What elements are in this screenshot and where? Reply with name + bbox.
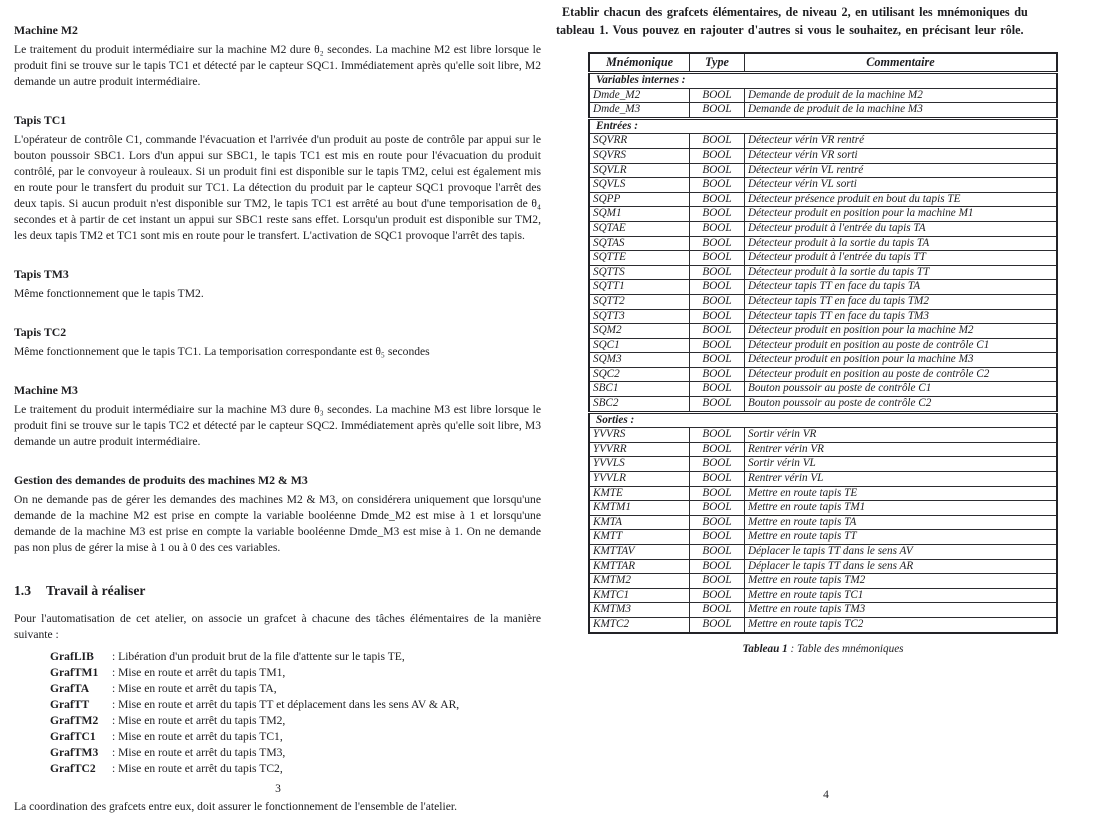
table-cell-comment: Détecteur produit en position pour la machine M3	[745, 353, 1058, 368]
table-cell-comment: Détecteur vérin VL rentré	[745, 163, 1058, 178]
table-cell-comment: Détecteur vérin VR sorti	[745, 148, 1058, 163]
table-row	[589, 442, 1057, 457]
table-cell-comment: Rentrer vérin VL	[745, 472, 1058, 487]
table-cell-comment: Détecteur produit en position au poste de contrôle C2	[745, 367, 1058, 382]
document-section	[14, 266, 541, 302]
table-cell-comment: Mettre en route tapis TC2	[745, 617, 1058, 632]
table-cell-mnemonic: SQM3	[589, 353, 690, 368]
table-cell-datatype: BOOL	[690, 265, 745, 280]
table-cell-datatype: BOOL	[690, 515, 745, 530]
table-cell-comment: Demande de produit de la machine M2	[745, 88, 1058, 103]
table-cell-datatype: BOOL	[690, 472, 745, 487]
mnemonics-table-body	[589, 73, 1057, 633]
section-paragraph: L'opérateur de contrôle C1, commande l'évacuation et l'arrivée d'un produit au poste de contrôle par appui sur le bouton poussoir SBC1. Lors d'un appui sur SBC1, le tapis TC1 est mis en route pour l'évacuation du produit contrôlé, par le convoyeur à rouleaux. Si un produit fini est disponible sur le tapis TM2, celui est également mis en route pour le transfert du produit sur TC1. La détection du produit par le capteur SQC1 provoque l'arrêt des deux tapis. Si aucun produit n'est disponible sur TM2, le tapis TC1 est arrêté au bout d'une temporisation de θ₄ secondes et à partir de cet instant un appui sur SBC1 reste sans effet. Lorsqu'un produit est disponible sur TM2, les deux tapis TM2 et TC1 sont mis en route pour le transfert. L'activation de SQC1 provoque l'arrêt des tapis.	[14, 133, 541, 242]
table-cell-mnemonic: SQVRS	[589, 148, 690, 163]
instruction-line-1: Etablir chacun des grafcets élémentaires, de niveau 2, en utilisant les mnémoniques du	[562, 5, 1028, 19]
table-row	[589, 472, 1057, 487]
table-cell-mnemonic: SQM1	[589, 207, 690, 222]
table-row	[589, 134, 1057, 149]
section-heading: Tapis TC1	[14, 113, 67, 127]
grafcet-name: GrafTM2	[50, 714, 99, 727]
grafcet-list-item	[50, 697, 541, 713]
table-cell-mnemonic: KMTC2	[589, 617, 690, 632]
grafcet-name: GrafTA	[50, 682, 90, 695]
grafcet-description: : Mise en route et arrêt du tapis TC1,	[112, 730, 283, 743]
table-cell-comment: Détecteur produit en position au poste de contrôle C1	[745, 338, 1058, 353]
section-heading: Tapis TM3	[14, 267, 69, 281]
subsection-title: Travail à réaliser	[46, 583, 146, 598]
table-cell-mnemonic: SQVRR	[589, 134, 690, 149]
table-cell-mnemonic: KMTM1	[589, 501, 690, 516]
table-cell-comment: Détecteur produit à la sortie du tapis TT	[745, 265, 1058, 280]
table-caption-label: Tableau 1	[742, 642, 788, 655]
table-cell-datatype: BOOL	[690, 545, 745, 560]
table-cell-comment: Détecteur vérin VR rentré	[745, 134, 1058, 149]
grafcet-list-item	[50, 681, 541, 697]
document-section	[14, 382, 541, 450]
grafcet-description: : Mise en route et arrêt du tapis TM3,	[112, 746, 286, 759]
table-cell-datatype: BOOL	[690, 382, 745, 397]
table-cell-datatype: BOOL	[690, 88, 745, 103]
table-row	[589, 207, 1057, 222]
table-cell-datatype: BOOL	[690, 294, 745, 309]
table-caption	[588, 643, 1058, 655]
page-number-left: 3	[275, 783, 281, 795]
grafcet-name: GrafTM1	[50, 666, 99, 679]
table-cell-mnemonic: YVVLS	[589, 457, 690, 472]
table-section-label: Entrées :	[589, 118, 1057, 134]
table-row	[589, 457, 1057, 472]
subsection-heading	[14, 582, 541, 600]
mnemonics-table	[588, 52, 1058, 634]
table-row	[589, 103, 1057, 119]
table-row	[589, 280, 1057, 295]
document-section	[14, 22, 541, 90]
section-heading: Machine M3	[14, 383, 78, 397]
table-row	[589, 367, 1057, 382]
grafcet-description: : Mise en route et arrêt du tapis TM1,	[112, 666, 286, 679]
table-cell-mnemonic: SQTT2	[589, 294, 690, 309]
page-number-right: 4	[823, 789, 829, 801]
table-cell-datatype: BOOL	[690, 192, 745, 207]
table-cell-datatype: BOOL	[690, 207, 745, 222]
table-cell-comment: Détecteur produit à l'entrée du tapis TA	[745, 221, 1058, 236]
grafcet-name: GrafTM3	[50, 746, 99, 759]
table-section-row	[589, 73, 1057, 89]
table-cell-mnemonic: YVVLR	[589, 472, 690, 487]
table-cell-comment: Demande de produit de la machine M3	[745, 103, 1058, 119]
table-row	[589, 382, 1057, 397]
grafcet-name: GrafTC2	[50, 762, 96, 775]
table-section-row	[589, 412, 1057, 428]
table-cell-comment: Mettre en route tapis TA	[745, 515, 1058, 530]
table-row	[589, 148, 1057, 163]
table-row	[589, 353, 1057, 368]
closing-paragraph: La coordination des grafcets entre eux, doit assurer le fonctionnement de l'ensemble de l'atelier.	[14, 800, 457, 813]
table-row	[589, 501, 1057, 516]
table-cell-datatype: BOOL	[690, 501, 745, 516]
table-cell-comment: Mettre en route tapis TE	[745, 486, 1058, 501]
table-cell-comment: Détecteur présence produit en bout du tapis TE	[745, 192, 1058, 207]
table-cell-comment: Détecteur vérin VL sorti	[745, 178, 1058, 193]
grafcet-list	[50, 649, 541, 777]
mnemonics-table-head	[589, 53, 1057, 73]
table-cell-mnemonic: KMTT	[589, 530, 690, 545]
table-cell-datatype: BOOL	[690, 309, 745, 324]
table-cell-mnemonic: KMTE	[589, 486, 690, 501]
table-cell-comment: Bouton poussoir au poste de contrôle C1	[745, 382, 1058, 397]
table-row	[589, 588, 1057, 603]
table-cell-comment: Sortir vérin VR	[745, 428, 1058, 443]
document-section	[14, 112, 541, 244]
table-row	[589, 88, 1057, 103]
grafcet-description: : Libération d'un produit brut de la file d'attente sur le tapis TE,	[112, 650, 405, 663]
table-cell-datatype: BOOL	[690, 617, 745, 632]
grafcet-name: GrafTT	[50, 698, 90, 711]
table-cell-comment: Sortir vérin VL	[745, 457, 1058, 472]
table-header-row	[589, 53, 1057, 73]
table-cell-mnemonic: KMTTAR	[589, 559, 690, 574]
table-row	[589, 603, 1057, 618]
table-cell-datatype: BOOL	[690, 367, 745, 382]
table-cell-comment: Mettre en route tapis TM1	[745, 501, 1058, 516]
table-cell-comment: Détecteur tapis TT en face du tapis TA	[745, 280, 1058, 295]
table-row	[589, 397, 1057, 413]
table-cell-mnemonic: SQVLS	[589, 178, 690, 193]
table-cell-mnemonic: YVVRR	[589, 442, 690, 457]
table-row	[589, 428, 1057, 443]
table-cell-mnemonic: SQTTS	[589, 265, 690, 280]
right-page	[556, 4, 1103, 655]
table-cell-datatype: BOOL	[690, 353, 745, 368]
table-cell-datatype: BOOL	[690, 280, 745, 295]
table-row	[589, 192, 1057, 207]
table-row	[589, 574, 1057, 589]
table-row	[589, 236, 1057, 251]
table-cell-comment: Détecteur tapis TT en face du tapis TM3	[745, 309, 1058, 324]
table-cell-mnemonic: SBC1	[589, 382, 690, 397]
table-cell-mnemonic: SQTT3	[589, 309, 690, 324]
table-cell-datatype: BOOL	[690, 338, 745, 353]
instruction-line-2: tableau 1. Vous pouvez en rajouter d'autres si vous le souhaitez, en précisant leur rôle.	[556, 22, 1024, 37]
section-paragraph: Le traitement du produit intermédiaire sur la machine M2 dure θ₂ secondes. La machine M2 est libre lorsque le produit fini se trouve sur le tapis TC1 et détecté par le capteur SQC1. Immédiatement après qu'elle soit libre, M2 demande un autre produit intermédiaire.	[14, 43, 541, 88]
grafcet-description: : Mise en route et arrêt du tapis TA,	[112, 682, 277, 695]
table-row	[589, 486, 1057, 501]
header-commentaire: Commentaire	[745, 53, 1058, 73]
grafcet-description: : Mise en route et arrêt du tapis TT et déplacement dans les sens AV & AR,	[112, 698, 460, 711]
table-cell-mnemonic: Dmde_M2	[589, 88, 690, 103]
table-row	[589, 338, 1057, 353]
table-cell-mnemonic: SQM2	[589, 324, 690, 339]
table-cell-comment: Détecteur tapis TT en face du tapis TM2	[745, 294, 1058, 309]
table-cell-datatype: BOOL	[690, 457, 745, 472]
intro-paragraph: Pour l'automatisation de cet atelier, on associe un grafcet à chacune des tâches élémentaires de la manière suivante :	[14, 612, 541, 641]
table-section-label: Variables internes :	[589, 73, 1057, 89]
table-cell-mnemonic: SQTAS	[589, 236, 690, 251]
table-cell-mnemonic: SBC2	[589, 397, 690, 413]
table-row	[589, 178, 1057, 193]
table-cell-datatype: BOOL	[690, 251, 745, 266]
table-cell-comment: Mettre en route tapis TT	[745, 530, 1058, 545]
table-cell-comment: Déplacer le tapis TT dans le sens AR	[745, 559, 1058, 574]
table-cell-datatype: BOOL	[690, 574, 745, 589]
grafcet-list-item	[50, 649, 541, 665]
table-cell-datatype: BOOL	[690, 559, 745, 574]
header-type: Type	[690, 53, 745, 73]
table-cell-mnemonic: KMTC1	[589, 588, 690, 603]
table-row	[589, 617, 1057, 632]
table-cell-mnemonic: KMTM2	[589, 574, 690, 589]
table-section-label: Sorties :	[589, 412, 1057, 428]
table-cell-datatype: BOOL	[690, 221, 745, 236]
table-cell-mnemonic: KMTM3	[589, 603, 690, 618]
table-row	[589, 545, 1057, 560]
table-cell-mnemonic: SQVLR	[589, 163, 690, 178]
table-cell-datatype: BOOL	[690, 397, 745, 413]
table-cell-mnemonic: SQC1	[589, 338, 690, 353]
table-cell-datatype: BOOL	[690, 442, 745, 457]
header-mnemonique: Mnémonique	[589, 53, 690, 73]
subsection-number: 1.3	[14, 583, 31, 598]
table-cell-mnemonic: SQPP	[589, 192, 690, 207]
table-cell-comment: Détecteur produit à l'entrée du tapis TT	[745, 251, 1058, 266]
table-cell-datatype: BOOL	[690, 486, 745, 501]
table-cell-mnemonic: SQC2	[589, 367, 690, 382]
table-cell-comment: Détecteur produit en position pour la machine M2	[745, 324, 1058, 339]
table-cell-mnemonic: SQTAE	[589, 221, 690, 236]
table-cell-comment: Mettre en route tapis TM2	[745, 574, 1058, 589]
left-page	[14, 0, 541, 815]
left-page-sections	[14, 22, 541, 556]
table-cell-mnemonic: KMTA	[589, 515, 690, 530]
table-cell-datatype: BOOL	[690, 324, 745, 339]
grafcet-list-item	[50, 729, 541, 745]
document-section	[14, 324, 541, 360]
table-row	[589, 163, 1057, 178]
grafcet-description: : Mise en route et arrêt du tapis TC2,	[112, 762, 283, 775]
table-row	[589, 324, 1057, 339]
table-cell-datatype: BOOL	[690, 428, 745, 443]
section-paragraph: Même fonctionnement que le tapis TC1. La temporisation correspondante est θ₅ secondes	[14, 345, 430, 358]
table-cell-comment: Détecteur produit à la sortie du tapis TA	[745, 236, 1058, 251]
table-cell-mnemonic: KMTTAV	[589, 545, 690, 560]
table-cell-mnemonic: YVVRS	[589, 428, 690, 443]
table-cell-datatype: BOOL	[690, 103, 745, 119]
table-cell-datatype: BOOL	[690, 134, 745, 149]
table-cell-comment: Déplacer le tapis TT dans le sens AV	[745, 545, 1058, 560]
table-cell-mnemonic: Dmde_M3	[589, 103, 690, 119]
grafcet-list-item	[50, 665, 541, 681]
table-cell-comment: Bouton poussoir au poste de contrôle C2	[745, 397, 1058, 413]
section-heading: Gestion des demandes de produits des machines M2 & M3	[14, 473, 308, 487]
table-cell-comment: Mettre en route tapis TC1	[745, 588, 1058, 603]
table-cell-datatype: BOOL	[690, 588, 745, 603]
document-section	[14, 472, 541, 556]
table-cell-datatype: BOOL	[690, 236, 745, 251]
table-row	[589, 294, 1057, 309]
table-row	[589, 530, 1057, 545]
table-cell-comment: Mettre en route tapis TM3	[745, 603, 1058, 618]
section-paragraph: On ne demande pas de gérer les demandes des machines M2 & M3, on considérera uniquement que lorsqu'une demande de la machine M2 est prise en compte la variable booléenne Dmde_M2 est mise à 1 et lorsqu'une demande de la machine M3 est prise en compte la variable booléenne Dmde_M3 est mise à 1. On ne demande pas non plus de gérer la mise à 1 ou à 0 des ces variables.	[14, 493, 541, 554]
table-cell-datatype: BOOL	[690, 178, 745, 193]
section-heading: Tapis TC2	[14, 325, 67, 339]
table-row	[589, 265, 1057, 280]
grafcet-description: : Mise en route et arrêt du tapis TM2,	[112, 714, 286, 727]
grafcet-name: GrafLIB	[50, 650, 94, 663]
table-row	[589, 515, 1057, 530]
table-cell-datatype: BOOL	[690, 148, 745, 163]
table-row	[589, 251, 1057, 266]
section-paragraph: Le traitement du produit intermédiaire sur la machine M3 dure θ₃ secondes. La machine M3 est libre lorsque le produit fini se trouve sur le tapis TC2 et détecté par le capteur SQC2. Immédiatement après qu'elle soit libre, M3 demande un autre produit intermédiaire.	[14, 403, 541, 448]
table-row	[589, 559, 1057, 574]
table-cell-datatype: BOOL	[690, 163, 745, 178]
table-caption-text: : Table des mnémoniques	[787, 642, 904, 655]
table-cell-datatype: BOOL	[690, 603, 745, 618]
table-cell-datatype: BOOL	[690, 530, 745, 545]
table-row	[589, 221, 1057, 236]
section-paragraph: Même fonctionnement que le tapis TM2.	[14, 287, 204, 300]
table-section-row	[589, 118, 1057, 134]
table-cell-comment: Détecteur produit en position pour la machine M1	[745, 207, 1058, 222]
grafcet-name: GrafTC1	[50, 730, 96, 743]
grafcet-list-item	[50, 713, 541, 729]
section-heading: Machine M2	[14, 23, 78, 37]
table-row	[589, 309, 1057, 324]
table-cell-comment: Rentrer vérin VR	[745, 442, 1058, 457]
table-cell-mnemonic: SQTT1	[589, 280, 690, 295]
grafcet-list-item	[50, 745, 541, 761]
table-cell-mnemonic: SQTTE	[589, 251, 690, 266]
grafcet-list-item	[50, 761, 541, 777]
